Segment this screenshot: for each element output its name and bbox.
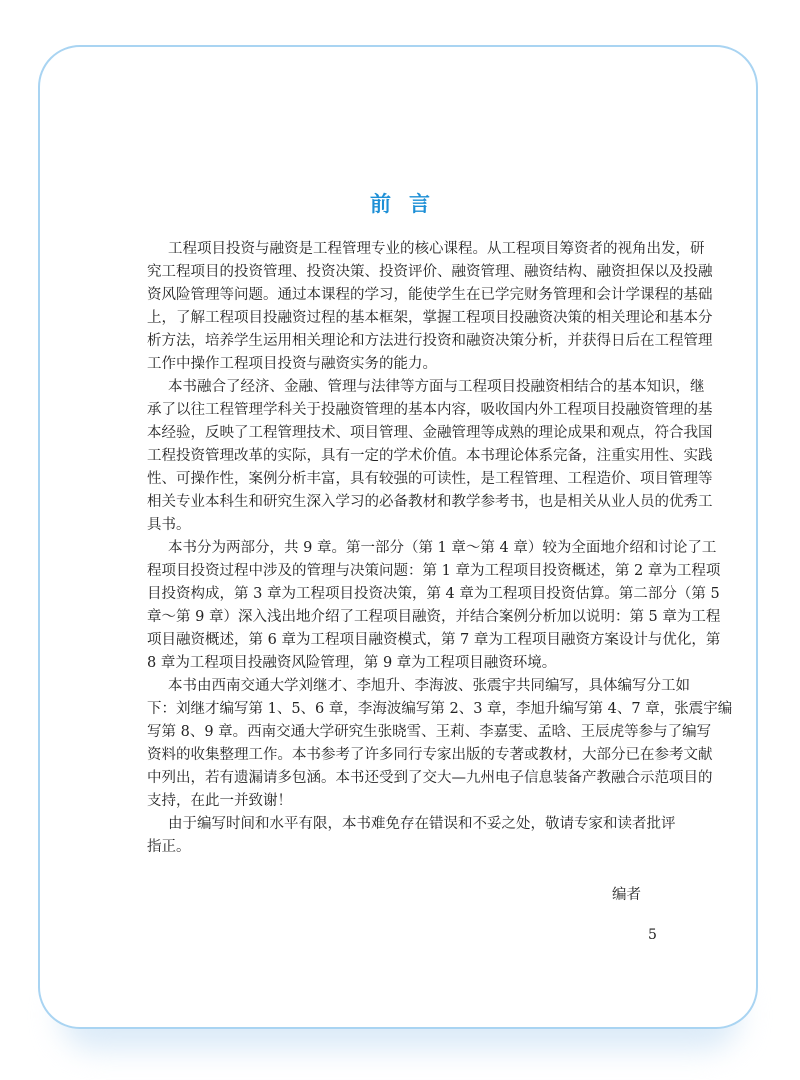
text-line: 8 章为工程项目投融资风险管理，第 9 章为工程项目融资环境。 bbox=[147, 655, 557, 671]
paragraph bbox=[147, 537, 721, 675]
text-line: 工程项目投资与融资是工程管理专业的核心课程。从工程项目筹资者的视角出发，研 bbox=[168, 241, 705, 257]
text-line: 工作中操作工程项目投资与融资实务的能力。 bbox=[147, 356, 437, 372]
text-line: 具书。 bbox=[147, 517, 191, 533]
text-line: 上，了解工程项目投融资过程的基本框架，掌握工程项目投融资决策的相关理论和基本分 bbox=[147, 310, 713, 326]
text-line: 程项目投资过程中涉及的管理与决策问题：第 1 章为工程项目投资概述，第 2 章为工程项 bbox=[147, 563, 721, 579]
text-line: 下：刘继才编写第 1、5、6 章，李海波编写第 2、3 章，李旭升编写第 4、7 章，张震宇编 bbox=[147, 701, 733, 717]
text-line: 本经验，反映了工程管理技术、项目管理、金融管理等成熟的理论成果和观点，符合我国 bbox=[147, 425, 713, 441]
page-number: 5 bbox=[648, 927, 657, 943]
text-line: 中列出，若有遗漏请多包涵。本书还受到了交大—九州电子信息装备产教融合示范项目的 bbox=[147, 770, 713, 786]
text-line: 究工程项目的投资管理、投资决策、投资评价、融资管理、融资结构、融资担保以及投融 bbox=[147, 264, 713, 280]
text-line: 章～第 9 章）深入浅出地介绍了工程项目融资，并结合案例分析加以说明：第 5 章为工程 bbox=[147, 609, 721, 625]
text-line: 本书融合了经济、金融、管理与法律等方面与工程项目投融资相结合的基本知识，继 bbox=[168, 379, 705, 395]
signature: 编者 bbox=[612, 887, 641, 903]
text-line: 本书由西南交通大学刘继才、李旭升、李海波、张震宇共同编写，具体编写分工如 bbox=[168, 678, 690, 694]
text-line: 支持，在此一并致谢！ bbox=[147, 793, 292, 809]
text-line: 本书分为两部分，共 9 章。第一部分（第 1 章～第 4 章）较为全面地介绍和讨论了工 bbox=[168, 540, 717, 556]
text-line: 项目融资概述，第 6 章为工程项目融资模式，第 7 章为工程项目融资方案设计与优化，第 bbox=[147, 632, 721, 648]
text-line: 相关专业本科生和研究生深入学习的必备教材和教学参考书，也是相关从业人员的优秀工 bbox=[147, 494, 713, 510]
text-line: 资风险管理等问题。通过本课程的学习，能使学生在已学完财务管理和会计学课程的基础 bbox=[147, 287, 713, 303]
text-line: 工程投资管理改革的实际，具有一定的学术价值。本书理论体系完备，注重实用性、实践 bbox=[147, 448, 713, 464]
paragraph bbox=[147, 813, 676, 859]
text-line: 由于编写时间和水平有限，本书难免存在错误和不妥之处，敬请专家和读者批评 bbox=[168, 816, 676, 832]
text-line: 写第 8、9 章。西南交通大学研究生张晓雪、王莉、李嘉雯、孟晗、王辰虎等参与了编写 bbox=[147, 724, 712, 740]
text-line: 资料的收集整理工作。本书参考了许多同行专家出版的专著或教材，大部分已在参考文献 bbox=[147, 747, 713, 763]
page-title: 前言 bbox=[370, 191, 448, 216]
text-line: 性、可操作性，案例分析丰富，具有较强的可读性，是工程管理、工程造价、项目管理等 bbox=[147, 471, 713, 487]
text-line: 目投资构成，第 3 章为工程项目投资决策，第 4 章为工程项目投资估算。第二部分（第 5 bbox=[147, 586, 720, 602]
text-line: 承了以往工程管理学科关于投融资管理的基本内容，吸收国内外工程项目投融资管理的基 bbox=[147, 402, 713, 418]
text-line: 析方法，培养学生运用相关理论和方法进行投资和融资决策分析，并获得日后在工程管理 bbox=[147, 333, 713, 349]
paragraph bbox=[147, 376, 713, 537]
text-line: 指正。 bbox=[147, 839, 191, 855]
preface-body bbox=[147, 238, 733, 859]
paragraph bbox=[147, 675, 733, 813]
paragraph bbox=[147, 238, 713, 376]
